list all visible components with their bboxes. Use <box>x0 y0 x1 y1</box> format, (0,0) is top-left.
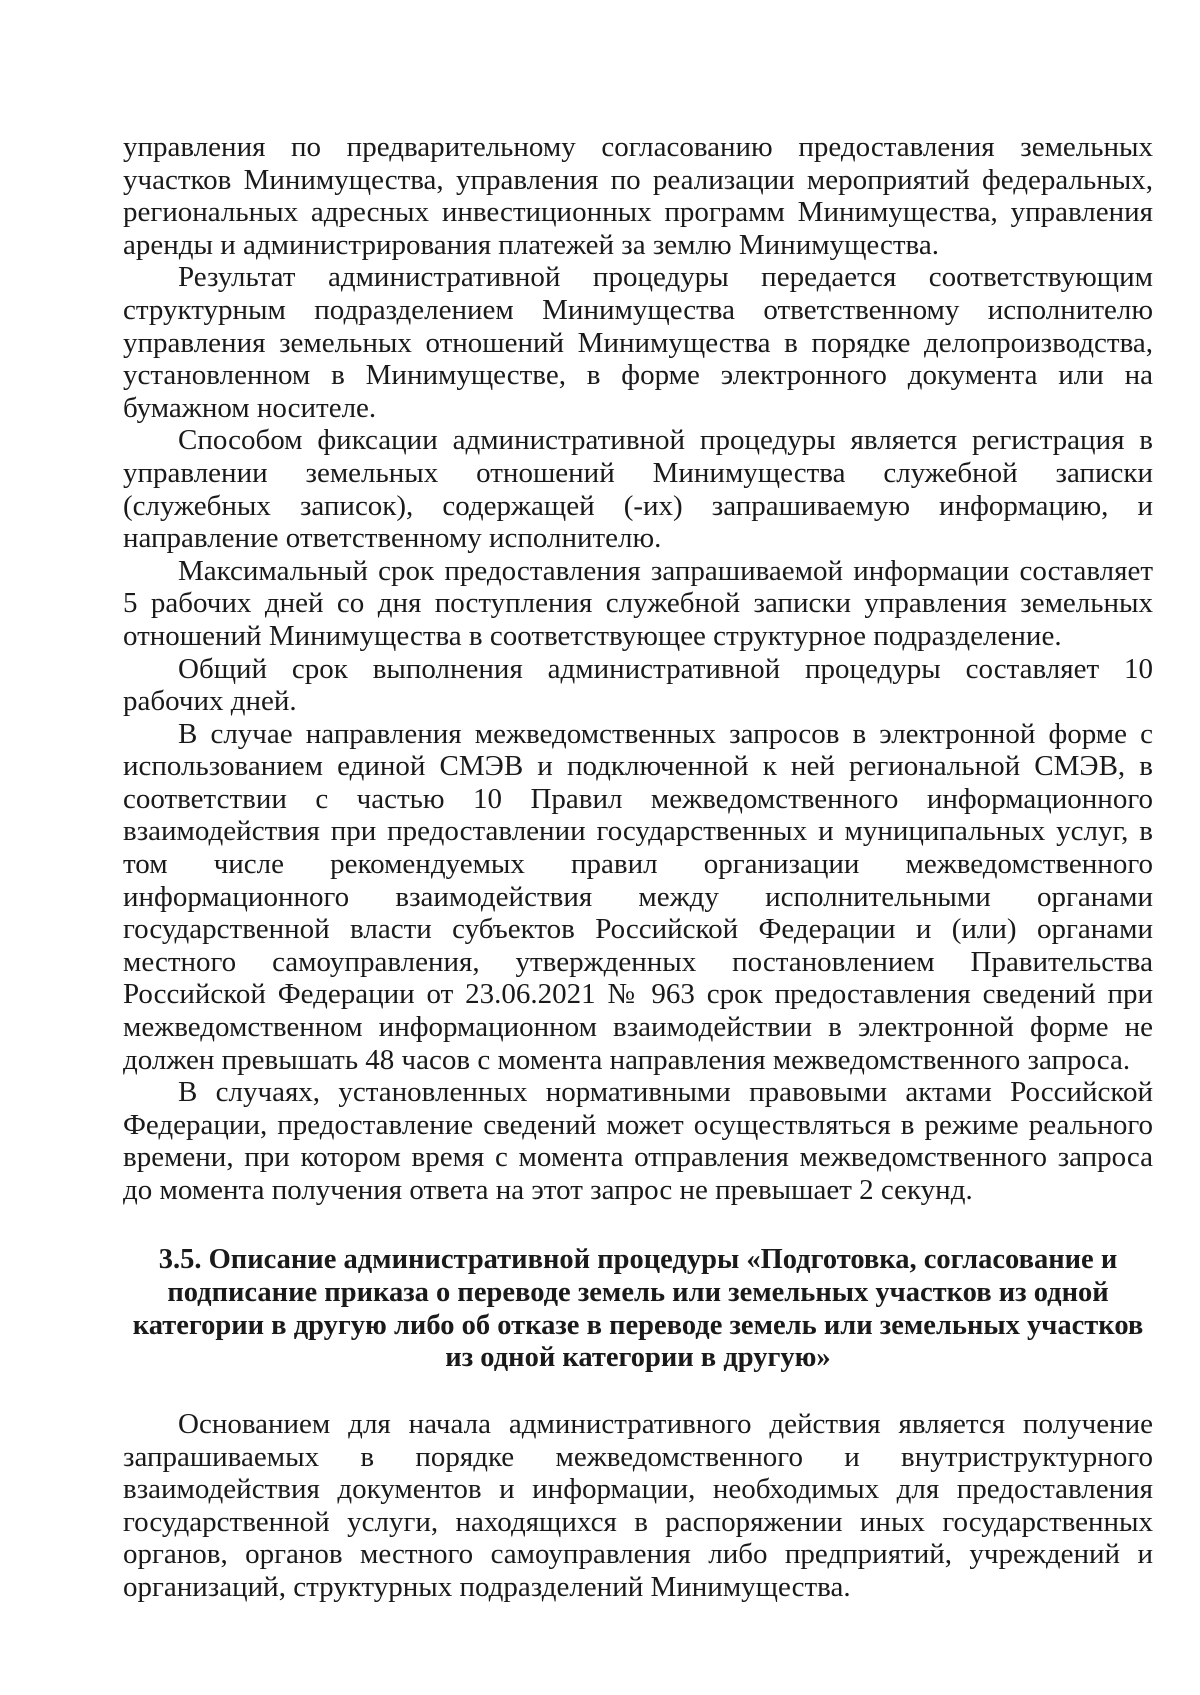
paragraph-real-time: В случаях, установленных нормативными правовыми актами Российской Федерации, предоставление сведений может осуществляться в режиме реального времени, при котором время с момента отправления межведомственного запроса до момента получения ответа на этот запрос не превышает 2 секунд. <box>123 1076 1153 1206</box>
paragraph-total-term: Общий срок выполнения административной процедуры составляет 10 рабочих дней. <box>123 652 1153 718</box>
body-text-bottom <box>123 1408 1153 1604</box>
paragraph-continuation: управления по предварительному согласованию предоставления земельных участков Минимущества, управления по реализации мероприятий федеральных, региональных адресных инвестиционных программ Минимущества, управления аренды и администрирования платежей за землю Минимущества. <box>123 131 1153 261</box>
section-heading: 3.5. Описание административной процедуры «Подготовка, согласование и подписание приказа о переводе земель или земельных участков из одной категории в другую либо об отказе в переводе земель или земельных участков из одной категории в другую» <box>132 1244 1144 1374</box>
paragraph-fixation: Способом фиксации административной процедуры является регистрация в управлении земельных отношений Минимущества служебной записки (служебных записок), содержащей (-их) запрашиваемую информацию, и направление ответственному исполнителю. <box>123 424 1153 555</box>
paragraph-smev-requests: В случае направления межведомственных запросов в электронной форме с использованием единой СМЭВ и подключенной к ней региональной СМЭВ, в соответствии с частью 10 Правил межведомственного информационного взаимодействия при предоставлении государственных и муниципальных услуг, в том числе рекомендуемых правил организации межведомственного информационного взаимодействия между исполнительными органами государственной власти субъектов Российской Федерации и (или) органами местного самоуправления, утвержденных постановлением Правительства Российской Федерации от 23.06.2021 № 963 срок предоставления сведений при межведомственном информационном взаимодействии в электронной форме не должен превышать 48 часов с момента направления межведомственного запроса. <box>123 717 1153 1076</box>
paragraph-grounds: Основанием для начала административного действия является получение запрашиваемых в порядке межведомственного и внутриструктурного взаимодействия документов и информации, необходимых для предоставления государственной услуги, находящихся в распоряжении иных государственных органов, органов местного самоуправления либо предприятий, учреждений и организаций, структурных подразделений Минимущества. <box>123 1408 1153 1603</box>
paragraph-result: Результат административной процедуры передается соответствующим структурным подразделением Минимущества ответственному исполнителю управления земельных отношений Минимущества в порядке делопроизводства, установленном в Минимуществе, в форме электронного документа или на бумажном носителе. <box>123 261 1153 424</box>
body-text-top <box>123 131 1153 1207</box>
paragraph-max-term: Максимальный срок предоставления запрашиваемой информации составляет 5 рабочих дней со дня поступления служебной записки управления земельных отношений Минимущества в соответствующее структурное подразделение. <box>123 554 1153 652</box>
